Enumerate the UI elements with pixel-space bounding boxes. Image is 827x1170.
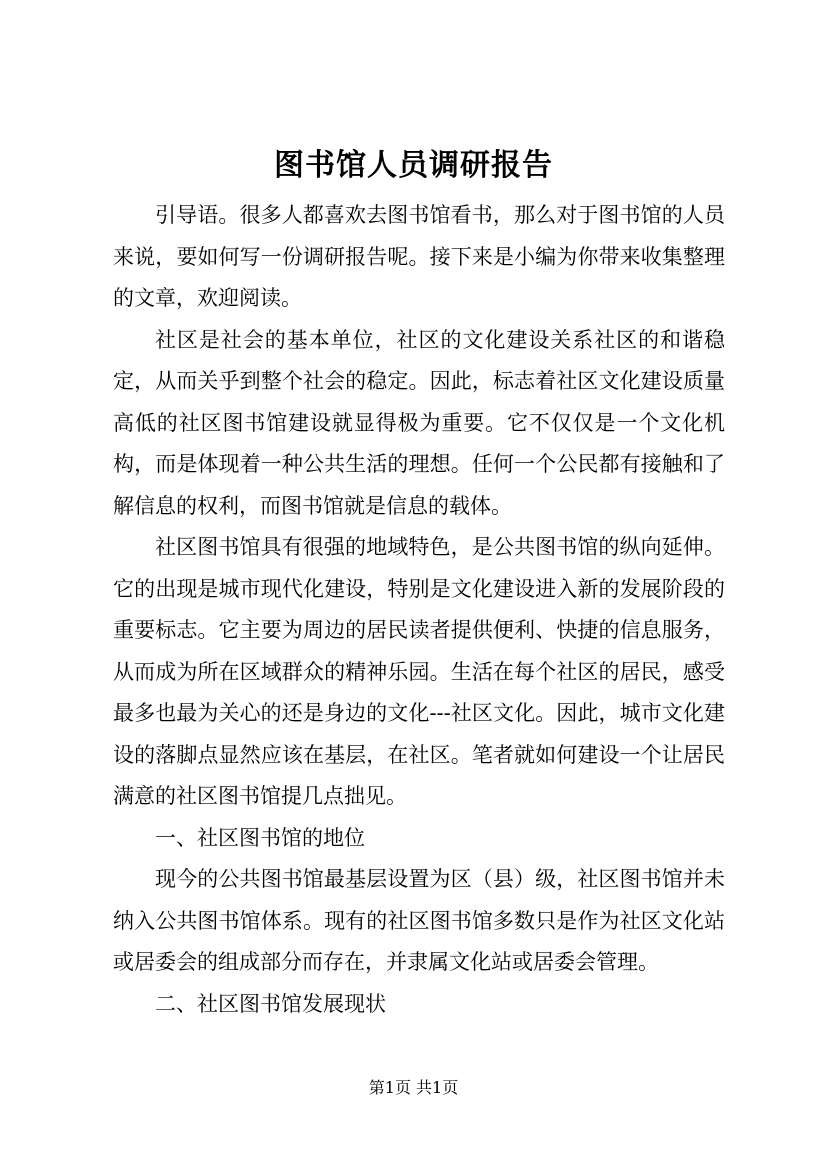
page-number-footer: 第1页 共1页 — [368, 1078, 459, 1097]
paragraph-library-features: 社区图书馆具有很强的地域特色，是公共图书馆的纵向延伸。它的出现是城市现代化建设，特别是文化建设进入新的发展阶段的重要标志。它主要为周边的居民读者提供便利、快捷的信息服务，从而成为所在区域群众的精神乐园。生活在每个社区的居民，感受最多也最为关心的还是身边的文化---社区文化。因此，城市文化建设的落脚点显然应该在基层，在社区。笔者就如何建设一个让居民满意的社区图书馆提几点拙见。 — [113, 535, 725, 808]
document-body — [113, 195, 725, 1025]
paragraph-community: 社区是社会的基本单位，社区的文化建设关系社区的和谐稳定，从而关乎到整个社会的稳定。因此，标志着社区文化建设质量高低的社区图书馆建设就显得极为重要。它不仅仅是一个文化机构，而是体现着一种公共生活的理想。任何一个公民都有接触和了解信息的权利，而图书馆就是信息的载体。 — [113, 327, 725, 518]
section-heading-development: 二、社区图书馆发展现状 — [155, 991, 386, 1016]
document-title: 图书馆人员调研报告 — [274, 148, 553, 183]
section-heading-status: 一、社区图书馆的地位 — [155, 825, 365, 850]
paragraph-current-setup: 现今的公共图书馆最基层设置为区（县）级，社区图书馆并未纳入公共图书馆体系。现有的社区图书馆多数只是作为社区文化站或居委会的组成部分而存在，并隶属文化站或居委会管理。 — [113, 867, 725, 974]
paragraph-intro: 引导语。很多人都喜欢去图书馆看书，那么对于图书馆的人员来说，要如何写一份调研报告呢。接下来是小编为你带来收集整理的文章，欢迎阅读。 — [113, 203, 725, 310]
